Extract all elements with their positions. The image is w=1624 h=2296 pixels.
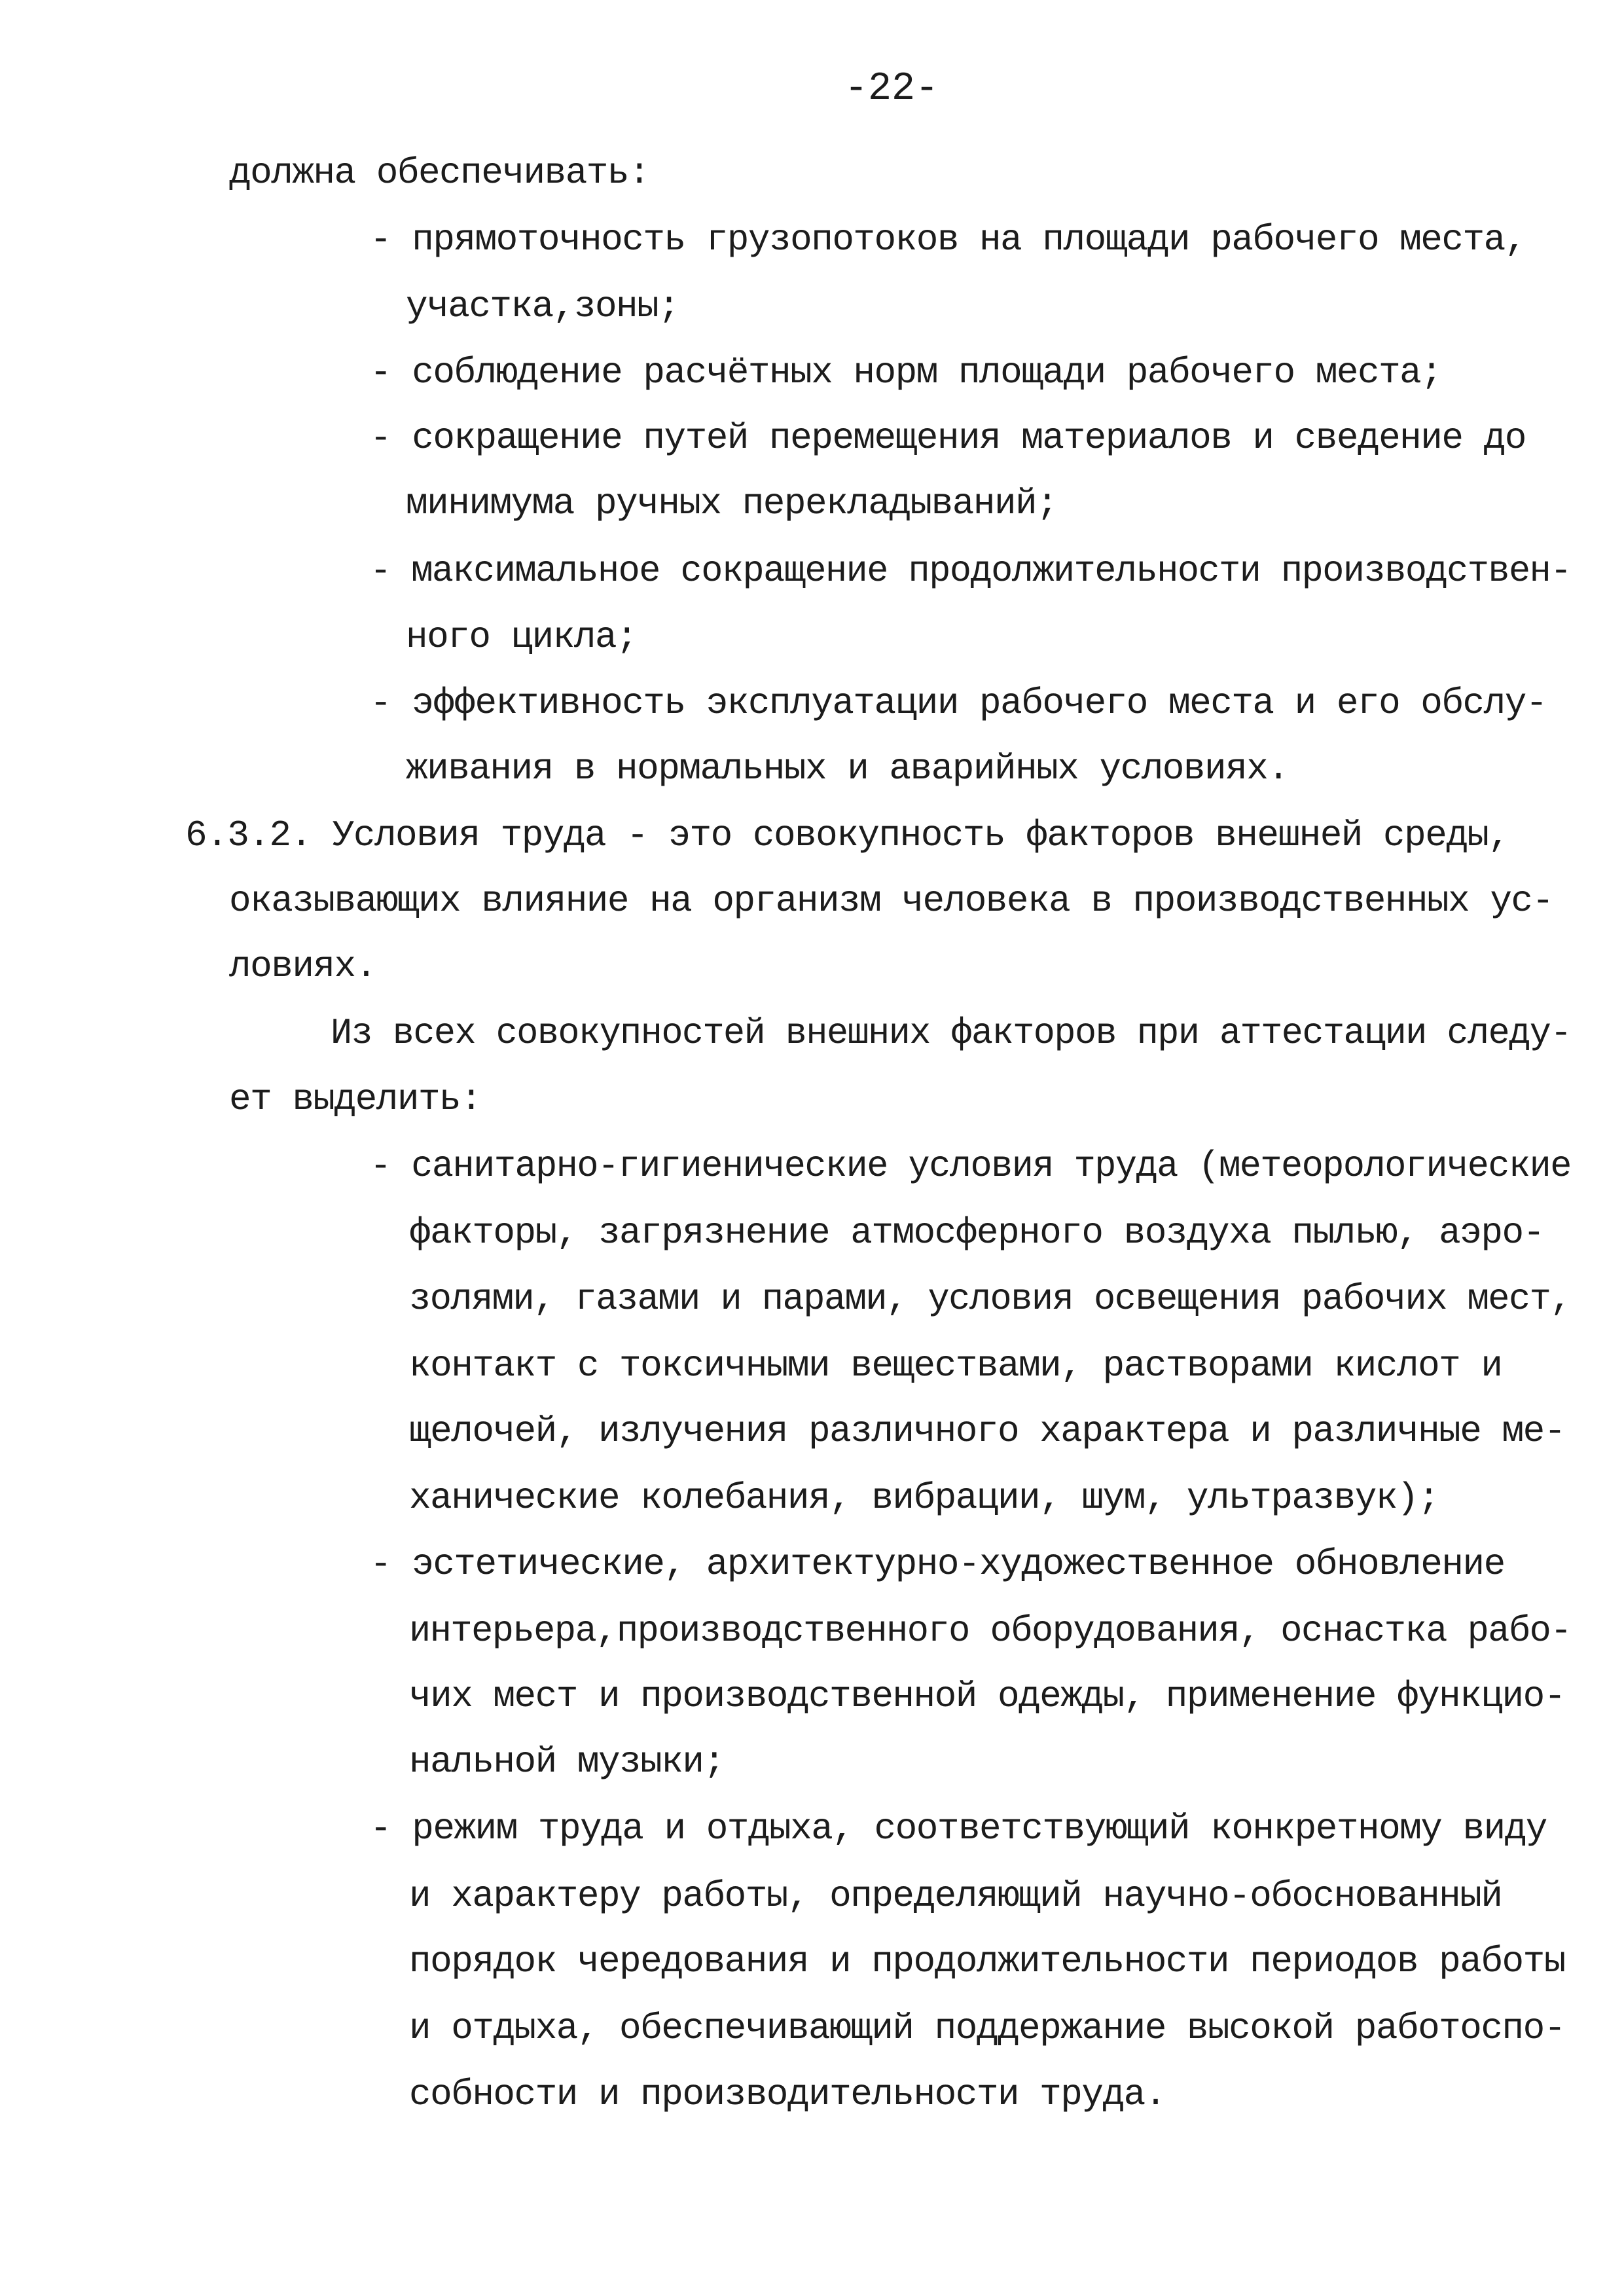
intro-line: должна обеспечивать: bbox=[229, 152, 650, 194]
list1-item3-line1: - сокращение путей перемещения материалов и сведение до bbox=[370, 417, 1526, 459]
list1-item4-line2: ного цикла; bbox=[406, 616, 638, 658]
list2-item3-line3: порядок чередования и продолжительности периодов работы bbox=[409, 1941, 1565, 1982]
list1-item5-line2: живания в нормальных и аварийных условиях. bbox=[406, 748, 1289, 790]
list2-item3-line5: собности и производительности труда. bbox=[409, 2073, 1166, 2115]
para-line1: Из всех совокупностей внешних факторов при аттестации следу- bbox=[331, 1012, 1571, 1054]
list2-item1-line6: ханические колебания, вибрации, шум, ультразвук); bbox=[409, 1477, 1439, 1519]
list2-item2-line2: интерьера,производственного оборудования, оснастка рабо- bbox=[409, 1610, 1572, 1652]
para-line2: ет выделить: bbox=[229, 1078, 482, 1120]
list1-item4-line1: - максимальное сокращение продолжительности производствен- bbox=[370, 550, 1571, 592]
list2-item2-line4: нальной музыки; bbox=[409, 1741, 725, 1783]
section-line2: оказывающих влияние на организм человека в производственных ус- bbox=[229, 880, 1553, 922]
list2-item2-line1: - эстетические, архитектурно-художественное обновление bbox=[370, 1543, 1505, 1585]
list1-item1-line2: участка,зоны; bbox=[406, 285, 679, 327]
list2-item2-line3: чих мест и производственной одежды, применение функцио- bbox=[409, 1675, 1565, 1717]
list1-item3-line2: минимума ручных перекладываний; bbox=[406, 483, 1058, 524]
list2-item1-line2: факторы, загрязнение атмосферного воздуха пылью, аэро- bbox=[409, 1212, 1544, 1254]
list2-item3-line4: и отдыха, обеспечивающий поддержание высокой работоспо- bbox=[409, 2007, 1565, 2049]
list2-item3-line1: - режим труда и отдыха, соответствующий конкретному виду bbox=[370, 1808, 1547, 1850]
list1-item1-line1: - прямоточность грузопотоков на площади рабочего места, bbox=[370, 219, 1526, 261]
list2-item3-line2: и характеру работы, определяющий научно-обоснованный bbox=[409, 1875, 1502, 1917]
list2-item1-line5: щелочей, излучения различного характера и различные ме- bbox=[409, 1410, 1565, 1452]
list1-item5-line1: - эффективность эксплуатации рабочего места и его обслу- bbox=[370, 682, 1547, 724]
page-number: -22- bbox=[844, 67, 939, 111]
list2-item1-line1: - санитарно-гигиенические условия труда (метеорологические bbox=[370, 1145, 1571, 1187]
list1-item2-line1: - соблюдение расчётных норм площади рабочего места; bbox=[370, 352, 1442, 393]
list2-item1-line4: контакт с токсичными веществами, растворами кислот и bbox=[409, 1345, 1502, 1387]
section-line3: ловиях. bbox=[229, 945, 376, 987]
section-heading-line1: 6.3.2. Условия труда - это совокупность факторов внешней среды, bbox=[185, 814, 1509, 856]
list2-item1-line3: золями, газами и парами, условия освещения рабочих мест, bbox=[409, 1278, 1572, 1320]
